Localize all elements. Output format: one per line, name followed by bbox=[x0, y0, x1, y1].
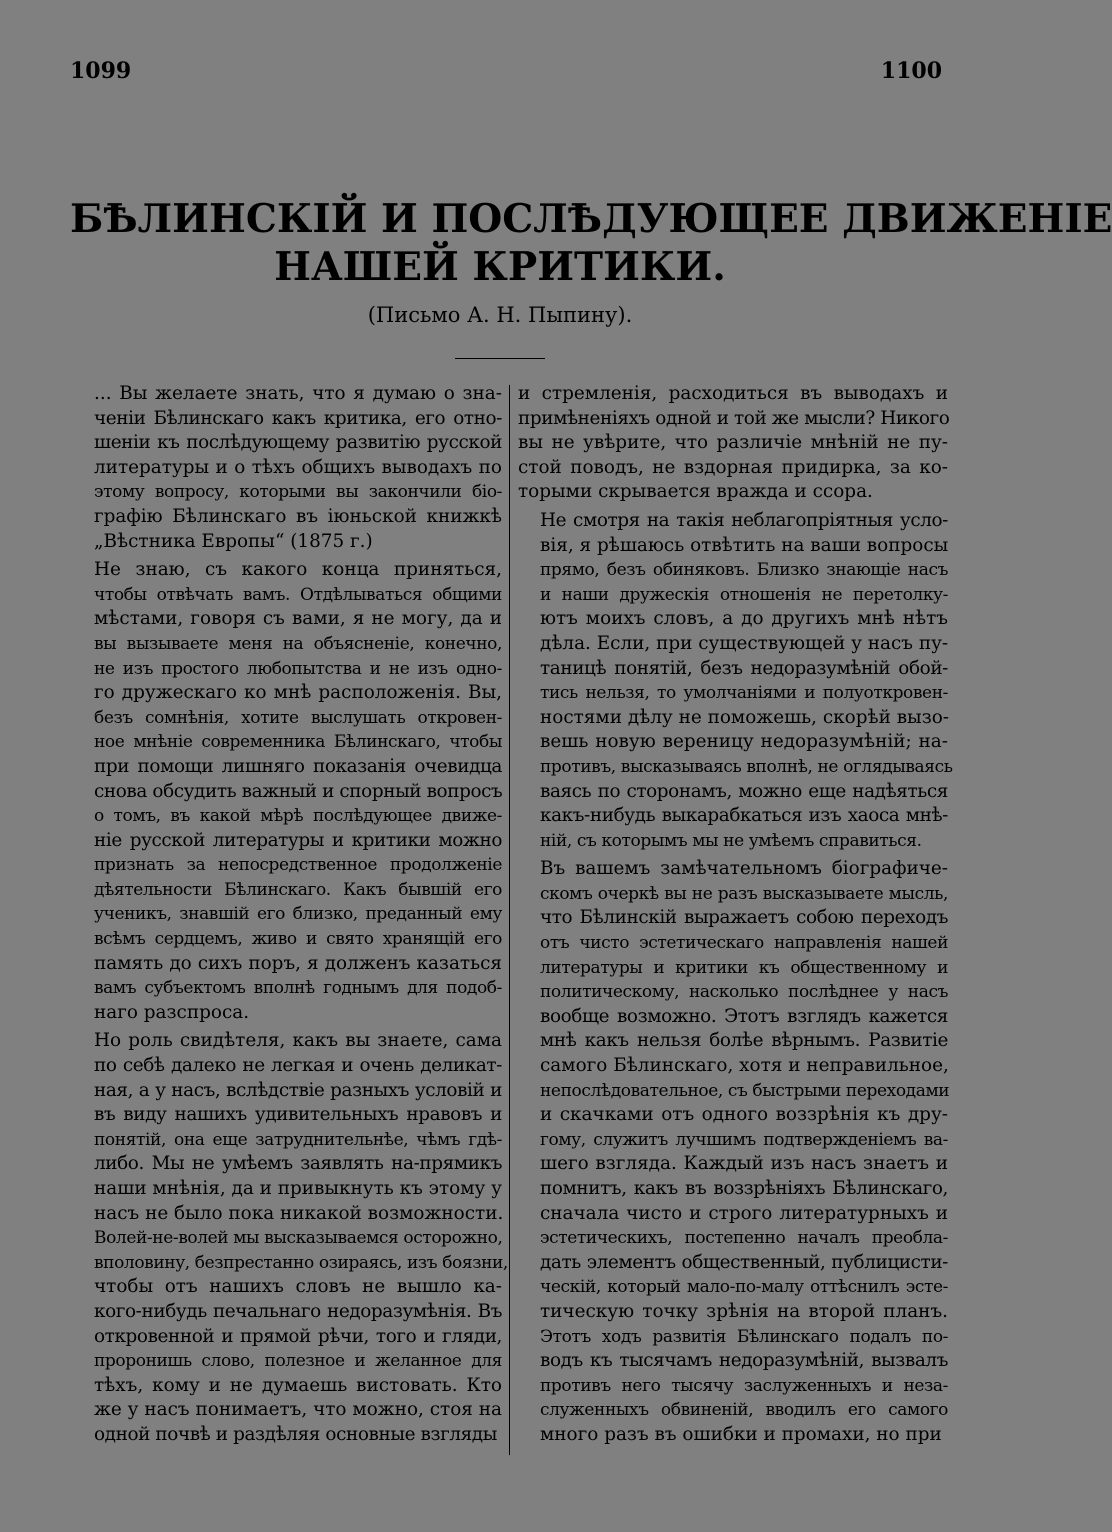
text-line: Не знаю, съ какого конца приняться, bbox=[94, 559, 502, 581]
text-line: ная, а у насъ, вслѣдствіе разныхъ условій и bbox=[94, 1079, 502, 1101]
article-title-line-2: НАШЕЙ КРИТИКИ. bbox=[274, 244, 726, 290]
text-line: противъ, высказываясь вполнѣ, не оглядываясь bbox=[540, 756, 953, 777]
text-line: тѣхъ, кому и не думаешь вистовать. Кто bbox=[94, 1374, 502, 1396]
text-line: литературы и о тѣхъ общихъ выводахъ по bbox=[94, 456, 502, 478]
text-line: по себѣ далеко не легкая и очень деликат- bbox=[94, 1055, 502, 1077]
text-line: проронишь слово, полезное и желанное для bbox=[94, 1351, 502, 1372]
text-line: ческій, который мало-по-малу оттѣснилъ эсте- bbox=[540, 1277, 948, 1298]
text-line: откровенной и прямой рѣчи, того и гляди, bbox=[94, 1325, 502, 1347]
text-line: дѣятельности Бѣлинскаго. Какъ бывшій его bbox=[94, 879, 502, 900]
text-line: помнитъ, какъ въ воззрѣніяхъ Бѣлинскаго, bbox=[540, 1178, 948, 1199]
text-line: гому, служитъ лучшимъ подтвержденіемъ ва- bbox=[540, 1129, 948, 1150]
text-line: при помощи лишняго показанія очевидца bbox=[94, 755, 502, 777]
text-line: всѣмъ сердцемъ, живо и свято хранящій его bbox=[94, 929, 502, 950]
text-line: о томъ, въ какой мѣрѣ послѣдующее движе- bbox=[94, 806, 502, 827]
text-line: признать за непосредственное продолженіе bbox=[94, 855, 502, 876]
paragraph bbox=[518, 857, 948, 1447]
text-line: кого-нибудь печальнаго недоразумѣнія. Въ bbox=[94, 1300, 502, 1322]
text-line: ютъ моихъ словъ, а до другихъ мнѣ нѣтъ bbox=[540, 608, 948, 630]
text-line: и скачками отъ одного воззрѣнія къ дру- bbox=[540, 1104, 948, 1126]
text-line: ... Вы желаете знать, что я думаю о зна- bbox=[94, 383, 502, 404]
text-line: понятій, она еще затруднительнѣе, чѣмъ гдѣ- bbox=[94, 1129, 502, 1150]
text-line: этому вопросу, которыми вы закончили біо- bbox=[94, 482, 502, 503]
right-column bbox=[518, 382, 953, 1452]
text-line: чтобы отвѣчать вамъ. Отдѣлываться общими bbox=[94, 584, 502, 605]
text-line: какъ-нибудь выкарабкаться изъ хаоса мнѣ- bbox=[540, 805, 948, 827]
text-line: вы не увѣрите, что различіе мнѣній не пу- bbox=[518, 432, 948, 454]
text-line: дѣла. Если, при существующей у насъ пу- bbox=[540, 632, 949, 654]
paragraph bbox=[72, 558, 502, 1025]
text-line: ніе русской литературы и критики можно bbox=[94, 829, 502, 851]
text-line: безъ сомнѣнія, хотите выслушать откровен- bbox=[94, 707, 502, 728]
title-rule bbox=[455, 358, 545, 359]
text-line: наго разспроса. bbox=[94, 1001, 250, 1023]
text-line: ностями дѣлу не поможешь, скорѣй вызо- bbox=[540, 706, 950, 728]
text-line: вы вызываете меня на объясненіе, конечно, bbox=[94, 633, 502, 654]
article-subtitle: (Письмо А. Н. Пыпину). bbox=[367, 303, 633, 327]
article-title-line-1: БѢЛИНСКІЙ И ПОСЛѢДУЮЩЕЕ ДВИЖЕНІЕ bbox=[70, 196, 1112, 242]
text-line: эстетическихъ, постепенно началъ преобла- bbox=[540, 1228, 948, 1249]
text-line: литературы и критики къ общественному и bbox=[540, 957, 948, 978]
text-line: шеніи къ послѣдующему развитію русской bbox=[94, 432, 502, 454]
text-line: вполовину, безпрестанно озираясь, изъ боязни, bbox=[94, 1252, 508, 1273]
text-line: противъ него тысячу заслуженныхъ и неза- bbox=[540, 1375, 948, 1396]
text-line: ній, съ которымъ мы не умѣемъ справиться. bbox=[540, 830, 922, 851]
text-line: скомъ очеркѣ вы не разъ высказываете мысль, bbox=[540, 883, 948, 904]
page-number-left: 1099 bbox=[70, 58, 132, 84]
text-line: одной почвѣ и раздѣляя основные взгляды bbox=[94, 1423, 497, 1445]
left-column bbox=[72, 382, 508, 1452]
text-line: Волей-не-волей мы высказываемся осторожно, bbox=[94, 1228, 503, 1249]
text-line: графію Бѣлинскаго въ іюньской книжкѣ bbox=[94, 505, 502, 527]
text-line: Не смотря на такія неблагопріятныя усло- bbox=[540, 509, 948, 531]
text-line: го дружескаго ко мнѣ расположенія. Вы, bbox=[94, 682, 502, 704]
text-line: Но роль свидѣтеля, какъ вы знаете, сама bbox=[94, 1030, 502, 1052]
text-line: стой поводъ, не вздорная придирка, за ко- bbox=[518, 456, 948, 478]
paragraph bbox=[72, 382, 502, 554]
text-line: ученикъ, знавшій его близко, преданный ему bbox=[94, 904, 502, 925]
text-line: память до сихъ поръ, я долженъ казаться bbox=[94, 952, 502, 974]
article-title bbox=[70, 195, 1112, 291]
text-line: отъ чисто эстетическаго направленія нашей bbox=[540, 933, 948, 954]
text-line: примѣненіяхъ одной и той же мысли? Никого bbox=[518, 407, 950, 429]
text-line: вообще возможно. Этотъ взглядъ кажется bbox=[540, 1005, 948, 1027]
text-line: Этотъ ходъ развитія Бѣлинскаго подалъ по- bbox=[540, 1326, 948, 1347]
text-line: ченіи Бѣлинскаго какъ критика, его отно- bbox=[94, 407, 502, 429]
text-line: не изъ простого любопытства и не изъ одно- bbox=[94, 658, 502, 679]
text-line: непослѣдовательное, съ быстрыми переходами bbox=[540, 1080, 950, 1101]
text-line: ное мнѣніе современника Бѣлинскаго, чтобы bbox=[94, 732, 502, 753]
paragraph bbox=[72, 1029, 508, 1447]
text-line: вамъ субъектомъ вполнѣ годнымъ для подоб- bbox=[94, 978, 502, 999]
page-number-right: 1100 bbox=[880, 58, 942, 84]
text-line: вешь новую вереницу недоразумѣній; на- bbox=[540, 731, 948, 753]
text-line: мѣстами, говоря съ вами, я не могу, да и bbox=[94, 608, 502, 630]
text-line: чтобы отъ нашихъ словъ не вышло ка- bbox=[94, 1276, 502, 1298]
text-line: насъ не было пока никакой возможности. bbox=[94, 1202, 504, 1224]
text-line: „Вѣстника Европы“ (1875 г.) bbox=[94, 530, 373, 552]
text-line: таницѣ понятій, безъ недоразумѣній обой- bbox=[540, 657, 948, 679]
text-line: сначала чисто и строго литературныхъ и bbox=[540, 1202, 948, 1224]
text-line: много разъ въ ошибки и промахи, но при bbox=[540, 1423, 942, 1445]
text-line: политическому, насколько послѣднее у насъ bbox=[540, 982, 948, 1003]
text-line: тись нельзя, то умолчаніями и полуоткровен- bbox=[540, 683, 948, 704]
text-line: и стремленія, расходиться въ выводахъ и bbox=[518, 383, 948, 404]
text-line: дать элементъ общественный, публицисти- bbox=[540, 1251, 948, 1273]
text-line: вія, я рѣшаюсь отвѣтить на ваши вопросы bbox=[540, 534, 949, 556]
text-line: ваясь по сторонамъ, можно еще надѣяться bbox=[540, 780, 948, 802]
text-line: мнѣ какъ нельзя болѣе вѣрнымъ. Развитіе bbox=[540, 1030, 948, 1052]
column-divider bbox=[509, 385, 510, 1455]
text-line: снова обсудить важный и спорный вопросъ bbox=[94, 780, 503, 802]
text-line: служенныхъ обвиненій, вводилъ его самого bbox=[540, 1400, 948, 1421]
text-line: наши мнѣнія, да и привыкнуть къ этому у bbox=[94, 1178, 503, 1199]
text-line: самого Бѣлинскаго, хотя и неправильное, bbox=[540, 1055, 949, 1077]
text-line: въ виду нашихъ удивительныхъ нравовъ и bbox=[94, 1104, 502, 1126]
text-line: что Бѣлинскій выражаетъ собою переходъ bbox=[540, 907, 948, 929]
text-line: торыми скрывается вражда и ссора. bbox=[518, 481, 873, 503]
text-line: прямо, безъ обиняковъ. Близко знающіе насъ bbox=[540, 560, 948, 581]
text-line: тическую точку зрѣнія на второй планъ. bbox=[540, 1300, 948, 1322]
text-line: шего взгляда. Каждый изъ насъ знаетъ и bbox=[540, 1153, 948, 1175]
text-line: либо. Мы не умѣемъ заявлять на-прямикъ bbox=[94, 1153, 502, 1175]
text-line: Въ вашемъ замѣчательномъ біографиче- bbox=[540, 858, 948, 880]
text-line: и наши дружескія отношенія не перетолку- bbox=[540, 584, 948, 605]
paragraph bbox=[518, 382, 948, 505]
text-line: водъ къ тысячамъ недоразумѣній, вызвалъ bbox=[540, 1350, 948, 1372]
paragraph bbox=[518, 509, 953, 853]
text-line: же у насъ понимаетъ, что можно, стоя на bbox=[94, 1399, 502, 1421]
